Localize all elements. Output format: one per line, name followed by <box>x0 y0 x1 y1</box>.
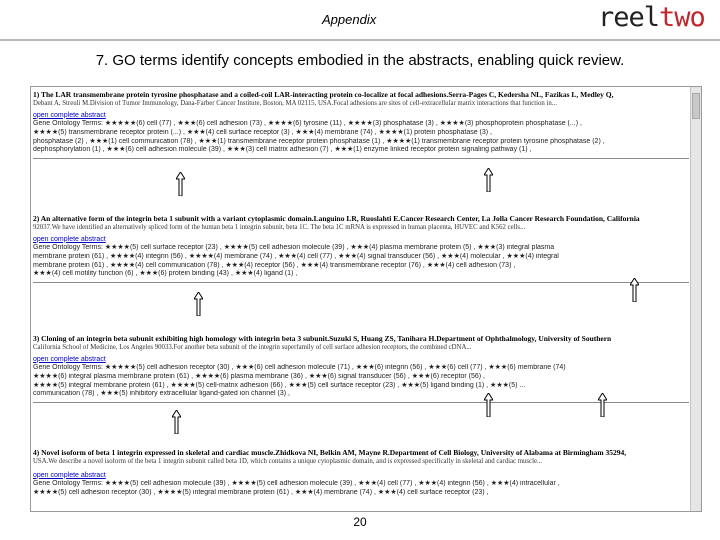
abstract-title[interactable]: 1) The LAR transmembrane protein tyrosine phosphatase and a coiled-coil LAR-interacting protein co-localize at focal adhesions.Serra-Pages C, Kedersha NL, Fazikas L, Medley Q, <box>33 91 614 99</box>
callout-arrow-icon <box>484 168 493 192</box>
callout-arrow-icon <box>484 393 493 417</box>
go-terms-line[interactable]: ★★★★(5) transmembrane receptor protein (...) , ★★★(4) cell surface receptor (3) , ★★★(4) membrane (74) , ★★★★(1) protein phosphatase (3) , <box>33 128 492 136</box>
abstract-authors: USA.We describe a novel isoform of the beta 1 integrin subunit called beta 1D, which contains a unique cytoplasmic domain, and is expressed specifically in skeletal and cardiac muscle... <box>33 457 543 465</box>
go-terms-line[interactable]: ★★★★(5) integral membrane protein (61) , ★★★★(5) cell-matrix adhesion (66) , ★★★(5) cell surface receptor (23) , ★★★(5) ligand binding (1) , ★★★(5) ... <box>33 381 526 389</box>
header-rule <box>0 39 720 41</box>
abstract-title[interactable]: 3) Cloning of an integrin beta subunit exhibiting high homology with integrin beta 3 subunit.Suzuki S, Huang ZS, Tanihara H.Department of Ophthalmology, University of Southern <box>33 335 612 343</box>
callout-arrow-icon <box>598 393 607 417</box>
go-terms-line[interactable]: Gene Ontology Terms: ★★★★★(5) cell adhesion receptor (30) , ★★★(6) cell adhesion molecule (71) , ★★★(6) integrin (56) , ★★★(6) cell (77) , ★★★(6) membrane (74) <box>33 364 566 371</box>
vertical-scrollbar[interactable] <box>690 87 701 511</box>
callout-arrow-icon <box>630 278 639 302</box>
open-abstract-link[interactable]: open complete abstract <box>33 111 106 119</box>
abstract-entry-1 <box>33 91 689 162</box>
go-terms-line[interactable]: Gene Ontology Terms: ★★★★(5) cell adhesion molecule (39) , ★★★★(5) cell adhesion molecule (39) , ★★★(4) cell (77) , ★★★(4) integrin (56) , ★★★(4) intracellular , <box>33 480 560 487</box>
reeltwo-logo <box>598 2 705 33</box>
slide-title: 7. GO terms identify concepts embodied in the abstracts, enabling quick review. <box>95 52 625 69</box>
go-terms-line[interactable]: communication (78) , ★★★(5) inhibitory extracellular ligand-gated ion channel (3) , <box>33 390 290 398</box>
callout-arrow-icon <box>176 172 185 196</box>
abstract-title[interactable]: 4) Novel isoform of beta 1 integrin expressed in skeletal and cardiac muscle.Zhidkova NI, Belkin AM, Mayne R.Department of Cell Biology, University of Alabama at Birmingham 35294, <box>33 449 627 457</box>
scrollbar-thumb[interactable] <box>692 93 700 119</box>
open-abstract-link[interactable]: open complete abstract <box>33 235 106 243</box>
abstract-entry-2 <box>33 215 689 286</box>
abstract-entry-4 <box>33 449 689 498</box>
entry-divider <box>33 282 689 283</box>
slide-header <box>0 0 720 46</box>
callout-arrow-icon <box>172 410 181 434</box>
abstract-authors: California School of Medicine, Los Angeles 90033.For another beta subunit of the integrin superfamily of cell surface adhesion receptors, the combined cDNA... <box>33 343 472 351</box>
go-terms-line[interactable]: Gene Ontology Terms: ★★★★(5) cell surface receptor (23) , ★★★★(5) cell adhesion molecule (39) , ★★★(4) plasma membrane protein (5) , ★★★(3) integral plasma <box>33 244 555 251</box>
abstract-authors: Debant A, Streuli M.Division of Tumor Immunology, Dana-Farber Cancer Institute, Boston, MA 02115, USA.Focal adhesions are sites of cell-extracellular matrix interactions that function in... <box>33 99 557 107</box>
logo-text-two: two <box>659 2 705 33</box>
go-terms-line[interactable]: membrane protein (61) , ★★★★(4) cell communication (78) , ★★★(4) receptor (56) , ★★★(4) transmembrane receptor (76) , ★★★(4) cell adhesion (73) , <box>33 261 516 269</box>
go-terms-line[interactable]: ★★★★(6) integral plasma membrane protein (61) , ★★★★(6) plasma membrane (36) , ★★★(6) signal transducer (56) , ★★★(6) receptor (56) , <box>33 372 485 380</box>
open-abstract-link[interactable]: open complete abstract <box>33 355 106 363</box>
entry-divider <box>33 158 689 159</box>
header-title: Appendix <box>322 12 377 27</box>
callout-arrow-icon <box>194 292 203 316</box>
go-terms-line[interactable]: ★★★(4) cell motility function (6) , ★★★(6) protein binding (43) , ★★★(4) ligand (1) , <box>33 270 298 278</box>
browser-screenshot <box>30 86 702 512</box>
abstract-entry-3 <box>33 335 689 406</box>
page-number: 20 <box>353 515 367 529</box>
open-abstract-link[interactable]: open complete abstract <box>33 471 106 479</box>
logo-text-reel: reel <box>598 2 660 33</box>
abstract-authors: 92037.We have identified an alternatively spliced form of the human beta 1 integrin subunit, beta 1C. The beta 1C mRNA is expressed in human placenta, HUVEC and K562 cells... <box>33 223 526 231</box>
abstract-title[interactable]: 2) An alternative form of the integrin beta 1 subunit with a variant cytoplasmic domain.Languino LR, Ruoslahti E.Cancer Research Center, La Jolla Cancer Research Foundation, California <box>33 215 640 223</box>
go-terms-line[interactable]: dephosphorylation (1) , ★★★(6) cell adhesion molecule (39) , ★★★(3) cell matrix adhesion (7) , ★★★(1) enzyme linked receptor protein signaling pathway (1) , <box>33 146 532 154</box>
go-terms-line[interactable]: phosphatase (2) , ★★★(1) cell communication (78) , ★★★(1) transmembrane receptor protein phosphatase (1) , ★★★★(1) transmembrane receptor protein tyrosine phosphatase (2) , <box>33 137 605 145</box>
go-terms-line[interactable]: Gene Ontology Terms: ★★★★★(6) cell (77) , ★★★(6) cell adhesion (73) , ★★★★(6) tyrosine (11) , ★★★★(3) phosphatase (3) , ★★★★(3) phosphoprotein phosphatase (...) , <box>33 120 582 127</box>
go-terms-line[interactable]: membrane protein (61) , ★★★★(4) integrin (56) , ★★★★(4) membrane (74) , ★★★(4) cell (77) , ★★★(4) signal transducer (56) , ★★★(4) molecular , ★★★(4) integral <box>33 252 559 260</box>
entry-divider <box>33 402 689 403</box>
go-terms-line[interactable]: ★★★★(5) cell adhesion receptor (30) , ★★★★(5) integral membrane protein (61) , ★★★(4) membrane (74) , ★★★(4) cell surface receptor (23) , <box>33 488 489 496</box>
